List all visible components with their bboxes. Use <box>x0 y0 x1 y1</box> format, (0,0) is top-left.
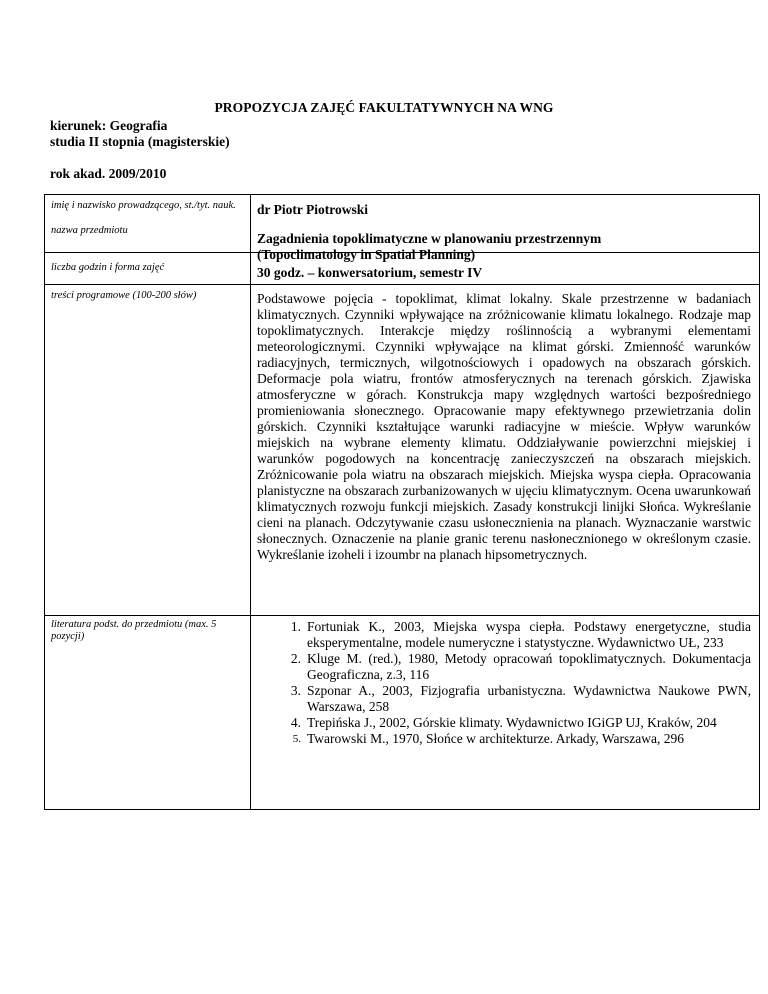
literatura-item-number: 2. <box>290 651 301 666</box>
literatura-item-number: 1. <box>290 619 301 634</box>
label-literatura: literatura podst. do przedmiotu (max. 5 pozycji) <box>51 619 217 642</box>
value-godziny: 30 godz. – konwersatorium, semestr IV <box>257 265 483 280</box>
column-divider <box>250 195 251 809</box>
literatura-item-number: 5. <box>292 733 301 745</box>
row-divider <box>45 615 759 616</box>
literatura-list <box>257 619 751 747</box>
rok-line: rok akad. 2009/2010 <box>50 166 167 181</box>
literatura-item <box>257 715 751 731</box>
row-divider <box>45 284 759 285</box>
literatura-item <box>257 619 751 651</box>
label-godziny: liczba godzin i forma zajęć <box>51 262 165 273</box>
value-prowadzacy: dr Piotr Piotrowski <box>257 202 368 217</box>
kierunek-line: kierunek: Geografia <box>50 118 168 133</box>
label-przedmiot: nazwa przedmiotu <box>51 225 128 236</box>
value-tresci: Podstawowe pojęcia - topoklimat, klimat lokalny. Skale przestrzenne w badaniach klimatycznych. Czynniki wpływające na zróżnicowanie klimatu lokalnego. Rodzaje map topoklimatycznych. Interakcje między roślinnością a wybranymi elementami meteorologicznymi. Czynniki wpływające na klimat górski. Zmienność warunków radiacyjnych, termicznych, wilgotnościowych i opadowych na obszarach górskich. Deformacje pola wiatru, frontów atmosferycznych na terenach górskich. Zjawiska atmosferyczne w górach. Konstrukcja mapy względnych wartości bezpośredniego promieniowania słonecznego. Opracowanie mapy efektywnego przewietrzania dolin górskich. Czynniki kształtujące warunki radiacyjne w mieście. Wpływ warunków miejskich na wybrane elementy klimatu. Oddziaływanie powierzchni miejskiej i warunków pogodowych na koncentrację zanieczyszczeń na obszarach miejskich. Zróżnicowanie pola wiatru na obszarach miejskich. Miejska wyspa ciepła. Opracowania planistyczne na obszarach zurbanizowanych w ujęciu klimatycznym. Ocena uwarunkowań klimatycznych rozwoju funkcji miejskich. Zasady konstrukcji linijki Słońca. Wykreślanie cieni na planach. Odczytywanie czasu usłonecznienia na planach. Wyznaczanie warstwic słonecznych. Oznaczenie na planie granic terenu nasłonecznionego w określonym czasie. Wykreślanie izoheli i izoumbr na planach hipsometrycznych. <box>257 291 751 562</box>
literatura-item <box>257 731 751 747</box>
literatura-list-cell <box>257 619 751 747</box>
studia-line: studia II stopnia (magisterskie) <box>50 134 230 149</box>
course-table <box>44 194 760 810</box>
value-przedmiot-pl: Zagadnienia topoklimatyczne w planowaniu przestrzennym <box>257 231 602 246</box>
label-tresci: treści programowe (100-200 słów) <box>51 290 197 301</box>
literatura-item-text: Kluge M. (red.), 1980, Metody opracowań topoklimatycznych. Dokumentacja Geograficzna, z.3, 116 <box>307 651 751 682</box>
literatura-item <box>257 651 751 683</box>
literatura-item-number: 4. <box>290 715 301 730</box>
value-przedmiot-en: (Topoclimatology in Spatial Planning) <box>257 247 476 262</box>
literatura-item-number: 3. <box>290 683 301 698</box>
document-title: PROPOZYCJA ZAJĘĆ FAKULTATYWNYCH NA WNG <box>214 100 554 115</box>
label-prowadzacy: imię i nazwisko prowadzącego, st./tyt. nauk. <box>51 200 236 211</box>
literatura-item-text: Fortuniak K., 2003, Miejska wyspa ciepła. Podstawy energetyczne, studia eksperymentalne, modele numeryczne i statystyczne. Wydawnictwo UŁ, 233 <box>307 619 751 650</box>
literatura-item-text: Twarowski M., 1970, Słońce w architekturze. Arkady, Warszawa, 296 <box>307 731 684 746</box>
literatura-item-text: Trepińska J., 2002, Górskie klimaty. Wydawnictwo IGiGP UJ, Kraków, 204 <box>307 715 717 730</box>
literatura-item <box>257 683 751 715</box>
literatura-item-text: Szponar A., 2003, Fizjografia urbanistyczna. Wydawnictwa Naukowe PWN, Warszawa, 258 <box>307 683 751 714</box>
